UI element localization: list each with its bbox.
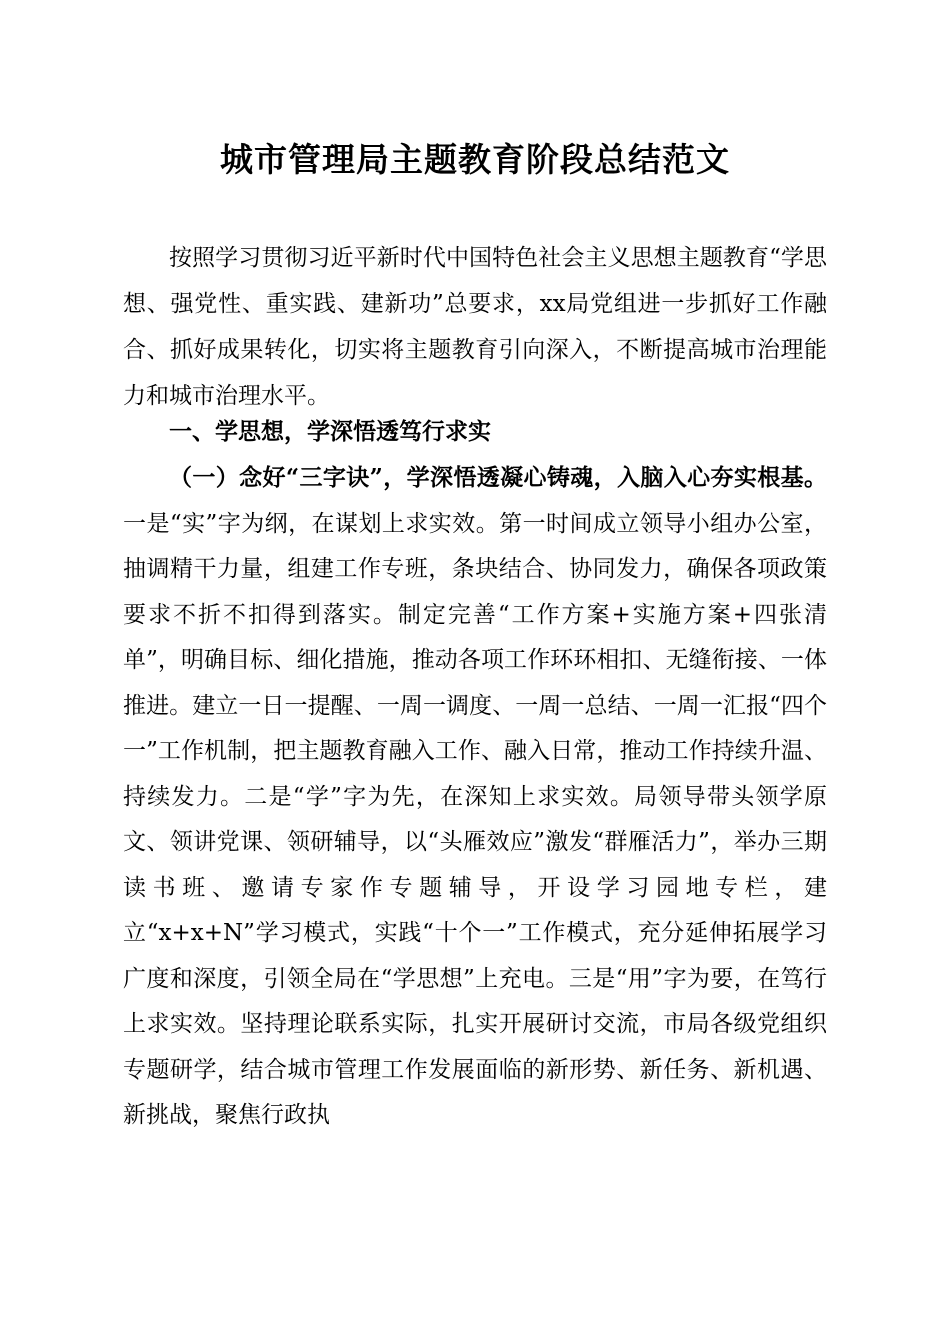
subsection-heading-1: （一）念好“三字诀”，学深悟透凝心铸魂，入脑入心夯实根基。: [169, 464, 827, 491]
section-heading-1: 一、学思想，学深悟透笃行求实: [169, 418, 491, 445]
section-1-body: 一是“实”字为纲，在谋划上求实效。第一时间成立领导小组办公室，抽调精干力量，组建工作专班，条块结合、协同发力，确保各项政策要求不折不扣得到落实。制定完善“工作方案+实施方案+四张清单”，明确目标、细化措施，推动各项工作环环相扣、无缝衔接、一体推进。建立一日一提醒、一周一调度、一周一总结、一周一汇报“四个一”工作机制，把主题教育融入工作、融入日常，推动工作持续升温、持续发力。二是“学”字为先，在深知上求实效。局领导带头领学原文、领讲党课、领研辅导，以“头雁效应”激发“群雁活力”，举办三期读书班、邀请专家作专题辅导，开设学习园地专栏，建立“x+x+N”学习模式，实践“十个一”工作模式，充分延伸拓展学习广度和深度，引领全局在“学思想”上充电。三是“用”字为要，在笃行上求实效。坚持理论联系实际，扎实开展研讨交流，市局各级党组织专题研学，结合城市管理工作发展面临的新形势、新任务、新机遇、新挑战，聚焦行政执: [123, 510, 827, 1128]
document-title: 城市管理局主题教育阶段总结范文: [220, 140, 730, 179]
intro-paragraph: 按照学习贯彻习近平新时代中国特色社会主义思想主题教育“学思想、强党性、重实践、建新功”总要求，xx局党组进一步抓好工作融合、抓好成果转化，切实将主题教育引向深入，不断提高城市治理能力和城市治理水平。: [123, 245, 827, 409]
section-1-paragraph: [123, 455, 827, 1139]
